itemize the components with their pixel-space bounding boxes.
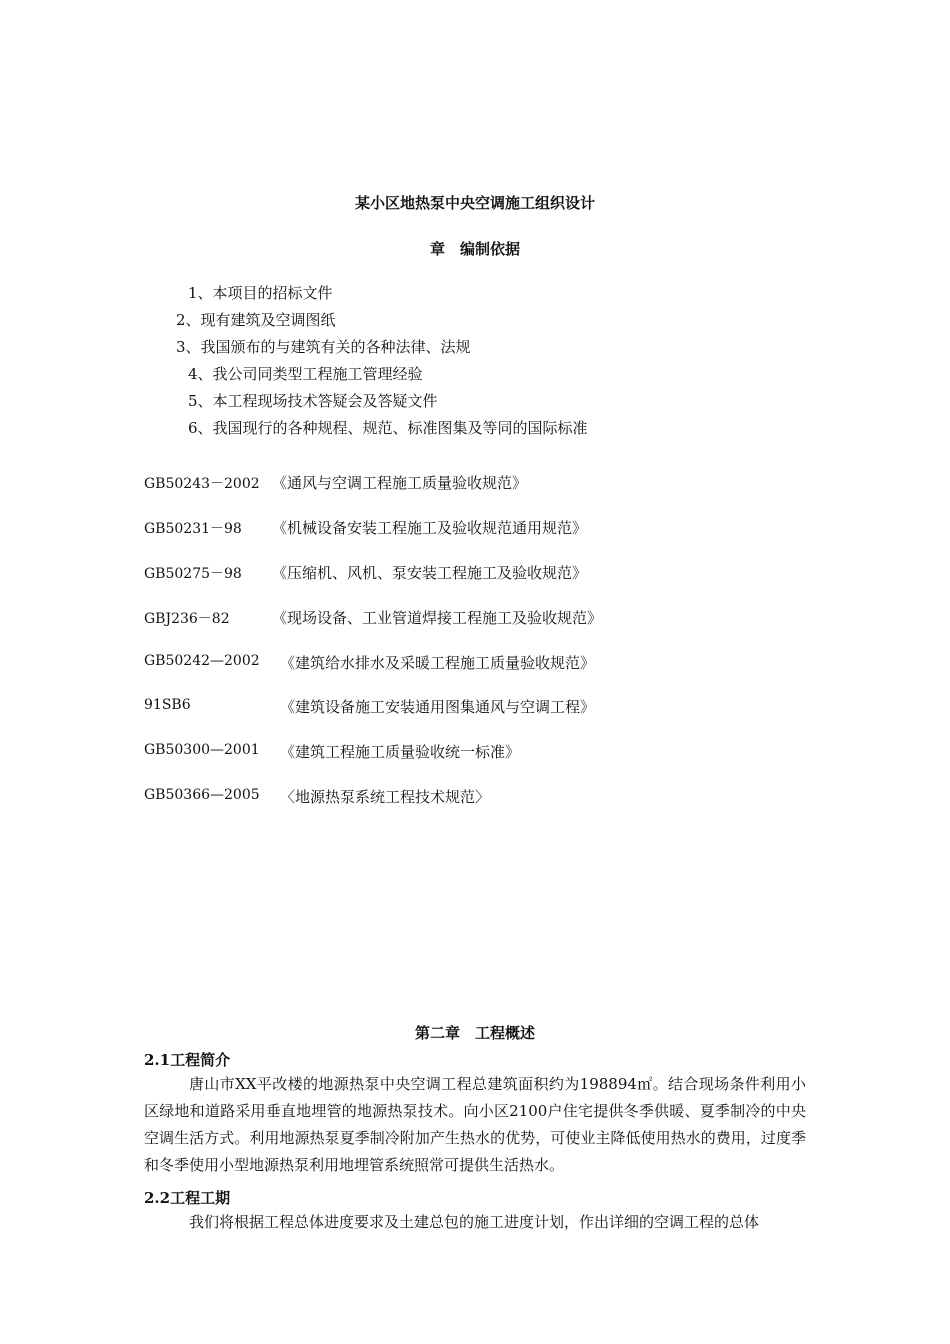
standard-code: GB50366—2005 — [144, 787, 260, 803]
standard-code: 91SB6 — [144, 697, 191, 713]
basis-item: 1、本项目的招标文件 — [188, 284, 333, 302]
basis-item: 5、本工程现场技术答疑会及答疑文件 — [188, 392, 438, 410]
standard-name: 〈地源热泵系统工程技术规范〉 — [280, 788, 491, 806]
standard-name: 《现场设备、工业管道焊接工程施工及验收规范》 — [272, 609, 603, 627]
standard-code: GBJ236－82 — [144, 611, 230, 627]
standard-code: GB50243－2002 — [144, 476, 260, 492]
standard-code: GB50275－98 — [144, 566, 242, 582]
standard-name: 《通风与空调工程施工质量验收规范》 — [272, 474, 528, 492]
section-paragraph: 唐山市XX平改楼的地源热泵中央空调工程总建筑面积约为198894㎡。结合现场条件利用小区绿地和道路采用垂直地埋管的地源热泵技术。向小区2100户住宅提供冬季供暖、夏季制冷的中央空调生活方式。利用地源热泵夏季制冷附加产生热水的优势，可使业主降低使用热水的费用，过度季和冬季使用小型地源热泵利用地埋管系统照常可提供生活热水。 — [144, 1075, 806, 1174]
basis-item: 6、我国现行的各种规程、规范、标准图集及等同的国际标准 — [188, 419, 588, 437]
section-heading: 2.1工程简介 — [144, 1051, 231, 1069]
section-heading: 2.2工程工期 — [144, 1189, 231, 1207]
standard-code: GB50300—2001 — [144, 742, 260, 758]
standard-name: 《建筑设备施工安装通用图集通风与空调工程》 — [280, 698, 596, 716]
document-title: 某小区地热泵中央空调施工组织设计 — [354, 194, 595, 212]
standard-name: 《压缩机、风机、泵安装工程施工及验收规范》 — [272, 564, 588, 582]
standard-name: 《建筑给水排水及采暖工程施工质量验收规范》 — [280, 654, 596, 672]
standard-name: 《机械设备安装工程施工及验收规范通用规范》 — [272, 519, 588, 537]
standard-code: GB50231－98 — [144, 521, 242, 537]
basis-item: 4、我公司同类型工程施工管理经验 — [188, 365, 423, 383]
basis-item: 3、我国颁布的与建筑有关的各种法律、法规 — [176, 338, 471, 356]
chapter-2-heading: 第二章 工程概述 — [414, 1024, 535, 1042]
basis-item: 2、现有建筑及空调图纸 — [176, 311, 336, 329]
section-paragraph: 我们将根据工程总体进度要求及土建总包的施工进度计划，作出详细的空调工程的总体 — [189, 1213, 760, 1231]
standard-code: GB50242—2002 — [144, 653, 260, 669]
chapter-1-heading: 章 编制依据 — [429, 240, 520, 258]
standard-name: 《建筑工程施工质量验收统一标准》 — [280, 743, 521, 761]
